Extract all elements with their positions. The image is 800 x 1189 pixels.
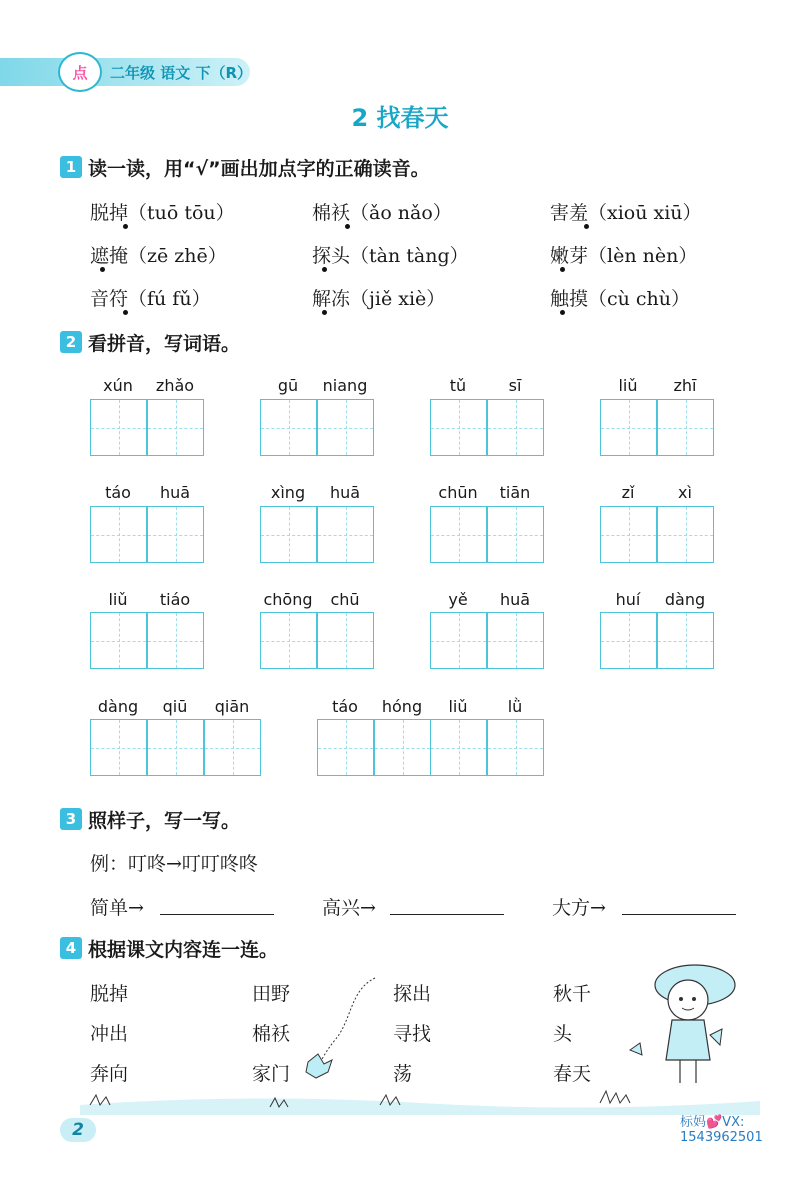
match-item[interactable]: 田野 bbox=[252, 983, 291, 1005]
writing-box[interactable] bbox=[90, 399, 147, 456]
writing-box[interactable] bbox=[600, 399, 657, 456]
question-4-text: 根据课文内容连一连。 bbox=[88, 939, 279, 961]
writing-box[interactable] bbox=[600, 506, 657, 563]
match-item[interactable]: 秋千 bbox=[553, 983, 592, 1005]
pinyin-label: huā bbox=[329, 483, 361, 502]
pron-item: 嫩芽（lèn nèn） bbox=[550, 245, 698, 267]
match-item[interactable]: 冲出 bbox=[90, 1023, 129, 1045]
answer-blank[interactable] bbox=[622, 914, 736, 915]
match-item[interactable]: 寻找 bbox=[393, 1023, 432, 1045]
match-item[interactable]: 春天 bbox=[553, 1063, 592, 1085]
pinyin-label: liǔ bbox=[618, 376, 638, 395]
pinyin-label: qiū bbox=[162, 697, 188, 716]
writing-box[interactable] bbox=[487, 719, 544, 776]
pinyin-label: liǔ bbox=[448, 697, 468, 716]
pinyin-label: dàng bbox=[664, 590, 706, 609]
writing-box[interactable] bbox=[430, 612, 487, 669]
pinyin-label: táo bbox=[105, 483, 131, 502]
writing-box[interactable] bbox=[317, 719, 374, 776]
watermark bbox=[680, 1115, 763, 1145]
grass-decoration bbox=[80, 1085, 760, 1115]
match-item[interactable]: 棉袄 bbox=[252, 1023, 291, 1045]
match-item[interactable]: 脱掉 bbox=[90, 983, 129, 1005]
answer-blank[interactable] bbox=[160, 914, 274, 915]
pinyin-label: gū bbox=[277, 376, 299, 395]
falling-leaf-illustration bbox=[290, 970, 390, 1090]
writing-box[interactable] bbox=[657, 399, 714, 456]
pinyin-label: lǜ bbox=[507, 697, 523, 716]
writing-box[interactable] bbox=[657, 506, 714, 563]
question-number-4: 4 bbox=[60, 937, 82, 959]
pinyin-label: tiáo bbox=[159, 590, 191, 609]
emphasis-dot bbox=[322, 310, 327, 315]
lesson-title: 2 找春天 bbox=[351, 104, 449, 132]
match-item[interactable]: 奔向 bbox=[90, 1063, 129, 1085]
writing-box[interactable] bbox=[147, 612, 204, 669]
writing-box[interactable] bbox=[204, 719, 261, 776]
answer-blank[interactable] bbox=[390, 914, 504, 915]
pinyin-label: liǔ bbox=[108, 590, 128, 609]
grade-label: 二年级 语文 下（R） bbox=[110, 64, 252, 82]
pinyin-label: dàng bbox=[97, 697, 139, 716]
pinyin-label: huā bbox=[159, 483, 191, 502]
writing-box[interactable] bbox=[430, 399, 487, 456]
question-1-text: 读一读，用“√”画出加点字的正确读音。 bbox=[88, 158, 430, 180]
pinyin-label: chōng bbox=[263, 590, 313, 609]
match-item[interactable]: 头 bbox=[553, 1023, 573, 1045]
emphasis-dot bbox=[560, 310, 565, 315]
question-number-2: 2 bbox=[60, 331, 82, 353]
match-item[interactable]: 家门 bbox=[252, 1063, 291, 1085]
pron-item: 害羞（xioū xiū） bbox=[550, 202, 702, 224]
writing-box[interactable] bbox=[90, 719, 147, 776]
writing-box[interactable] bbox=[430, 719, 487, 776]
pron-item: 解冻（jiě xiè） bbox=[312, 288, 446, 310]
pinyin-label: táo bbox=[332, 697, 358, 716]
writing-box[interactable] bbox=[487, 612, 544, 669]
example-text: 例：叮咚→叮叮咚咚 bbox=[90, 853, 258, 875]
writing-box[interactable] bbox=[147, 506, 204, 563]
pron-item: 音符（fú fǔ） bbox=[90, 288, 211, 310]
writing-box[interactable] bbox=[430, 506, 487, 563]
pinyin-label: hóng bbox=[381, 697, 423, 716]
pron-item: 探头（tàn tàng） bbox=[312, 245, 469, 267]
writing-box[interactable] bbox=[147, 719, 204, 776]
pron-item: 遮掩（zē zhē） bbox=[90, 245, 227, 267]
pinyin-label: xìng bbox=[270, 483, 306, 502]
writing-box[interactable] bbox=[90, 612, 147, 669]
pinyin-label: tiān bbox=[499, 483, 531, 502]
pinyin-label: qiān bbox=[214, 697, 250, 716]
emphasis-dot bbox=[100, 267, 105, 272]
emphasis-dot bbox=[322, 267, 327, 272]
match-item[interactable]: 探出 bbox=[393, 983, 432, 1005]
question-2-text: 看拼音，写词语。 bbox=[88, 333, 241, 355]
writing-box[interactable] bbox=[147, 399, 204, 456]
pinyin-label: sī bbox=[508, 376, 522, 395]
pinyin-label: huí bbox=[615, 590, 641, 609]
pinyin-label: tǔ bbox=[449, 376, 467, 395]
writing-box[interactable] bbox=[260, 612, 317, 669]
question-number-1: 1 bbox=[60, 156, 82, 178]
emphasis-dot bbox=[345, 224, 350, 229]
pinyin-label: zǐ bbox=[621, 483, 635, 502]
watermark-line1: 标妈💕VX: bbox=[680, 1115, 745, 1130]
writing-box[interactable] bbox=[374, 719, 431, 776]
fill-item: 大方→ bbox=[552, 897, 606, 919]
fill-item: 简单→ bbox=[90, 897, 144, 919]
pron-item: 脱掉（tuō tōu） bbox=[90, 202, 235, 224]
pinyin-label: chūn bbox=[438, 483, 478, 502]
emphasis-dot bbox=[560, 267, 565, 272]
writing-box[interactable] bbox=[90, 506, 147, 563]
page-number: 2 bbox=[60, 1118, 96, 1142]
writing-box[interactable] bbox=[260, 399, 317, 456]
writing-box[interactable] bbox=[317, 399, 374, 456]
girl-illustration bbox=[610, 955, 760, 1105]
writing-box[interactable] bbox=[487, 399, 544, 456]
watermark-line2: 1543962501 bbox=[680, 1130, 763, 1145]
pron-item: 触摸（cù chù） bbox=[550, 288, 691, 310]
question-number-3: 3 bbox=[60, 808, 82, 830]
writing-box[interactable] bbox=[657, 612, 714, 669]
writing-box[interactable] bbox=[600, 612, 657, 669]
pinyin-label: xún bbox=[103, 376, 133, 395]
pinyin-label: chū bbox=[330, 590, 360, 609]
pinyin-label: zhǎo bbox=[155, 376, 195, 395]
pinyin-label: yě bbox=[448, 590, 468, 609]
pinyin-label: huā bbox=[499, 590, 531, 609]
match-item[interactable]: 荡 bbox=[393, 1063, 413, 1085]
fill-item: 高兴→ bbox=[322, 897, 376, 919]
pinyin-label: xì bbox=[678, 483, 692, 502]
brand-logo: 点 bbox=[58, 52, 102, 92]
emphasis-dot bbox=[123, 310, 128, 315]
writing-box[interactable] bbox=[317, 506, 374, 563]
question-3-text: 照样子，写一写。 bbox=[88, 810, 241, 832]
pron-item: 棉袄（ǎo nǎo） bbox=[312, 202, 452, 224]
writing-box[interactable] bbox=[260, 506, 317, 563]
pinyin-label: niang bbox=[322, 376, 368, 395]
pinyin-label: zhī bbox=[673, 376, 697, 395]
writing-box[interactable] bbox=[317, 612, 374, 669]
emphasis-dot bbox=[584, 224, 589, 229]
writing-box[interactable] bbox=[487, 506, 544, 563]
emphasis-dot bbox=[123, 224, 128, 229]
